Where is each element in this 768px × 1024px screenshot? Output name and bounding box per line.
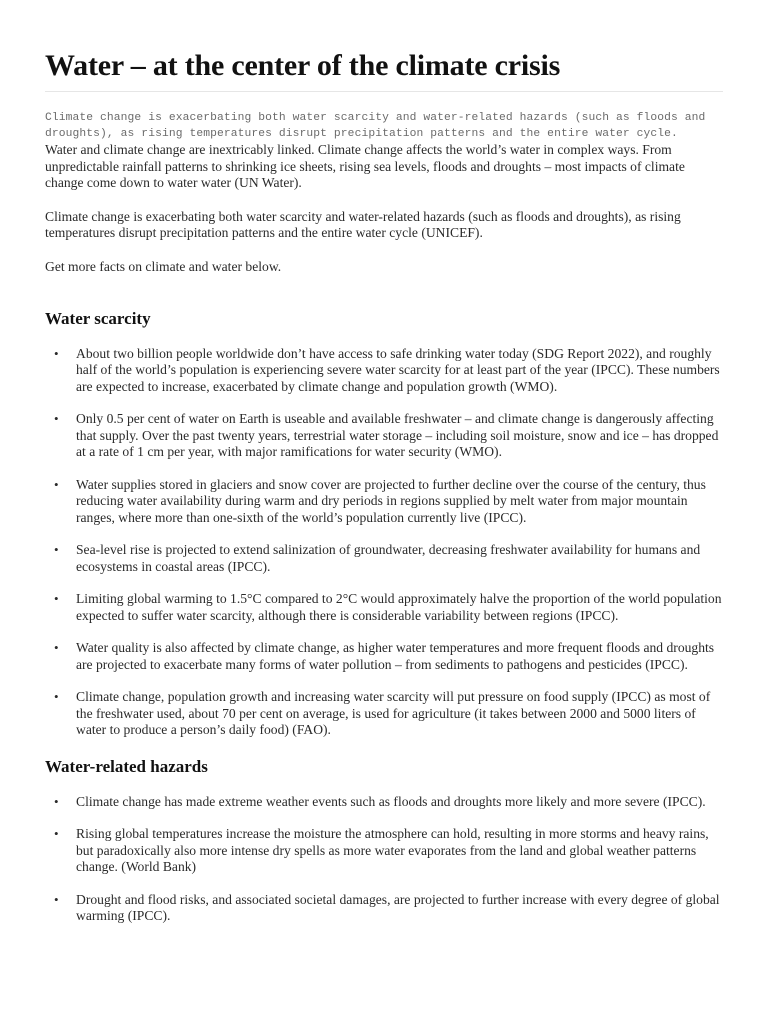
list-item-text: Rising global temperatures increase the moisture the atmosphere can hold, resulting in more storms and heavy rains, but paradoxically also more intense dry spells as more water evaporates from the land and global weather patterns change. (World Bank) (76, 826, 709, 875)
list-item (45, 892, 723, 925)
bullet-icon: • (54, 411, 59, 427)
list-item (45, 794, 723, 811)
list-item-text: Limiting global warming to 1.5°C compared to 2°C would approximately halve the proportion of the world population expected to suffer water scarcity, although there is considerable variability between regions (IPCC). (76, 591, 722, 623)
list-item (45, 346, 723, 396)
page-title: Water – at the center of the climate crisis (45, 49, 561, 82)
water-related-hazards-list (45, 794, 723, 925)
list-item-text: Climate change, population growth and increasing water scarcity will put pressure on food supply (IPCC) as most of the freshwater used, about 70 per cent on average, is used for agriculture (it takes between 2000 and 5000 liters of water to produce a person’s daily food) (FAO). (76, 689, 711, 738)
list-item (45, 689, 723, 739)
bullet-icon: • (54, 891, 59, 907)
intro-paragraph-3: Get more facts on climate and water below. (45, 258, 282, 274)
article-lede: Climate change is exacerbating both water scarcity and water-related hazards (such as floods and droughts), as rising temperatures disrupt precipitation patterns and the entire water cycle. (45, 112, 706, 140)
list-item (45, 411, 723, 461)
intro-paragraph-2: Climate change is exacerbating both water scarcity and water-related hazards (such as floods and droughts), as rising temperatures disrupt precipitation patterns and the entire water cycle (UNICEF). (45, 208, 681, 241)
list-item (45, 826, 723, 876)
water-scarcity-list (45, 346, 723, 739)
title-divider (45, 91, 723, 92)
bullet-icon: • (54, 793, 59, 809)
list-item-text: Water quality is also affected by climate change, as higher water temperatures and more frequent floods and droughts are projected to exacerbate many forms of water pollution – from sediments to pathogens and pesticides (IPCC). (76, 640, 715, 672)
section-heading-water-related-hazards: Water-related hazards (45, 756, 208, 776)
intro-paragraph-1: Water and climate change are inextricably linked. Climate change affects the world’s water in complex ways. From unpredictable rainfall patterns to shrinking ice sheets, rising sea levels, floods and droughts – most impacts of climate change come down to water water (UN Water). (45, 142, 685, 191)
bullet-icon: • (54, 826, 59, 842)
bullet-icon: • (54, 542, 59, 558)
article (45, 46, 723, 925)
bullet-icon: • (54, 476, 59, 492)
list-item (45, 477, 723, 527)
bullet-icon: • (54, 345, 59, 361)
list-item-text: Sea-level rise is projected to extend salinization of groundwater, decreasing freshwater availability for humans and ecosystems in coastal areas (IPCC). (76, 542, 701, 574)
list-item (45, 591, 723, 624)
bullet-icon: • (54, 591, 59, 607)
list-item (45, 640, 723, 673)
list-item-text: Drought and flood risks, and associated societal damages, are projected to further increase with every degree of global warming (IPCC). (76, 891, 720, 924)
list-item-text: Climate change has made extreme weather events such as floods and droughts more likely and more severe (IPCC). (76, 793, 706, 809)
section-heading-water-scarcity: Water scarcity (45, 308, 151, 328)
bullet-icon: • (54, 689, 59, 705)
list-item-text: Water supplies stored in glaciers and snow cover are projected to further decline over the course of the century, thus reducing water availability during warm and dry periods in regions supplied by melt water from major mountain ranges, where more than one-sixth of the world’s population currently live (IPCC). (76, 476, 706, 525)
list-item-text: Only 0.5 per cent of water on Earth is useable and available freshwater – and climate change is dangerously affecting that supply. Over the past twenty years, terrestrial water storage – including soil moisture, snow and ice – has dropped at a rate of 1 cm per year, with major ramifications for water security (WMO). (76, 411, 719, 460)
list-item (45, 542, 723, 575)
list-item-text: About two billion people worldwide don’t have access to safe drinking water today (SDG Report 2022), and roughly half of the world’s population is experiencing severe water scarcity for at least part of the year (IPCC). These numbers are expected to increase, exacerbated by climate change and population growth (WMO). (76, 345, 720, 394)
bullet-icon: • (54, 640, 59, 656)
